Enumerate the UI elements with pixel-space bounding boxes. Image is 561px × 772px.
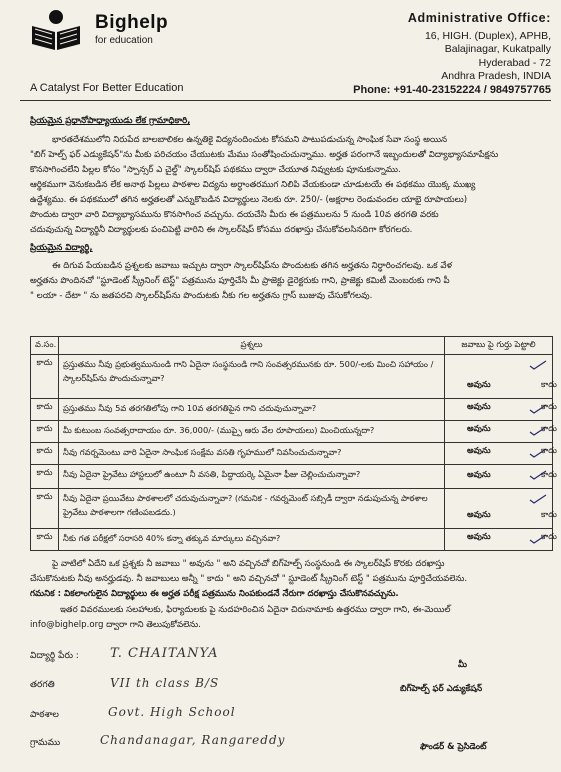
school-label: పాఠశాల [30, 710, 59, 720]
answer-no[interactable]: కాదు [541, 469, 557, 479]
header-divider [20, 100, 551, 101]
bighelp-logo-icon [28, 8, 84, 52]
answer-cell[interactable] [445, 465, 557, 489]
note-line: పై వాటిలో ఏదేని ఒక ప్రశ్నకు నీ జవాబు " అవును " అని వచ్చినచో బిగ్‌హెల్ప్ సంస్థనుండి ఈ స్కాలర్‌షిప్ కొరకు దరఖాస్తు [52, 559, 445, 569]
office-line: Hyderabad - 72 [478, 56, 551, 69]
table-row [31, 421, 553, 443]
answer-yes[interactable]: అవును [467, 469, 491, 479]
answer-cell[interactable] [445, 443, 557, 465]
signature-org: బిగ్‌హెల్ప్ ఫర్ ఎడ్యుకేషన్ [400, 684, 483, 694]
answer-no[interactable]: కాదు [541, 531, 557, 541]
answer-cell[interactable] [445, 355, 557, 399]
answer-cell[interactable] [445, 529, 557, 551]
tagline: A Catalyst For Better Education [30, 82, 184, 94]
question-text: నీకు గత పరీక్షలో సరాసరి 40% కన్నా తక్కువ మార్కులు వచ్చినవా? [59, 529, 445, 551]
office-line: 16, HIGH. (Duplex), APHB, [424, 29, 551, 42]
office-title: Administrative Office: [407, 11, 551, 25]
instruction-line: " లయా - దేటా " ను జతపరచి స్కాలర్‌షిప్‌ను పొందుటకు నీకు గల అర్హతను గ్రాస్ బుజువు చేసుకోగలవు. [30, 291, 373, 301]
note-line: చేసుకొనుటకు నీవు అనర్హుడవు. నీ జవాబులు అన్నీ " కాదు " అని వచ్చినచో " స్టూడెంట్ స్క్రీనింగ్ టెస్ట్ " పత్రమును పూర్తిచేయవలెను. [30, 574, 468, 584]
table-row [31, 465, 553, 489]
question-number: కాదు [31, 399, 59, 421]
office-address [331, 12, 551, 97]
table-row [31, 355, 553, 399]
question-text: నీవు గవర్నమెంటు వారి ఏదైనా సాంఘిక సంక్షేమ వసతి గృహములో నివసించుచున్నావా? [59, 443, 445, 465]
intro-line: కొనసాగించలేని పిల్లల కోసం "స్పాన్సర్ ఎ చైల్డ్" స్కాలర్‌షిప్ పథకము ద్వారా చేయూత నివ్వుటకు పూనుకున్నాము. [30, 165, 401, 175]
intro-line: "బిగ్ హెల్ప్ ఫర్ ఎడ్యుకేషన్"ను మీకు పరిచయం చేయుటకు మేము సంతోషించుచున్నాము. అర్హత పరంగానే ఇబ్బందులతో విద్యాభ్యాసమాపేక్షను [30, 150, 499, 160]
office-line: Balajinagar, Kukatpally [444, 43, 551, 55]
intro-line: పొందుట ద్వారా వారి విద్యాభ్యాసమును కొనసాగించ వచ్చును. దయచేసి మీరు ఈ పత్రములను 5 నుండి 10వ తరగతి వరకు [30, 210, 439, 220]
question-text: నీవు ఏదైనా ప్రైవేటు హాస్టలులో ఉంటూ నీ వసతి, పిద్దాయర్కె ఏమైనా ఫీజు చెల్లించుచున్నావా? [59, 465, 445, 489]
contact-email-line: info@bighelp.org ద్వారా గాని తెలుపుకోవలెను. [30, 620, 201, 630]
signature-role: ఫౌండర్ & ప్రెసిడెంట్ [420, 742, 487, 752]
tick-mark-icon [528, 493, 548, 505]
col-header-answer: జవాబు పై గుర్తు పెట్టాలి [445, 337, 553, 355]
class-value[interactable]: VII th class B/S [110, 676, 220, 690]
table-header-row [31, 337, 553, 355]
answer-cell[interactable] [445, 399, 557, 421]
brand-name: Bighelp [95, 12, 169, 33]
intro-line: భారతదేశములోని నిరుపేద బాలబాలికల ఉన్నతికై విద్యనందించుట కోసమని పాటుపడుచున్న సాంఘిక సేవా సంస్థ అయిన [52, 135, 448, 145]
question-number: కాదు [31, 465, 59, 489]
answer-yes[interactable]: అవును [467, 509, 491, 519]
answer-yes[interactable]: అవును [467, 379, 491, 389]
screening-questions-table [30, 336, 557, 551]
question-number: కాదు [31, 443, 59, 465]
question-number: కాదు [31, 489, 59, 529]
table-row [31, 399, 553, 421]
answer-no[interactable]: కాదు [541, 509, 557, 519]
answer-no[interactable]: కాదు [541, 423, 557, 433]
question-number: కాదు [31, 421, 59, 443]
brand-subtitle: for education [95, 35, 153, 46]
table-row [31, 489, 553, 529]
table-row [31, 529, 553, 551]
signature-greeting: మీ [458, 660, 467, 670]
answer-no[interactable]: కాదు [541, 401, 557, 411]
salutation-student: ప్రియమైన విద్యార్థి, [30, 243, 93, 253]
intro-line: చదువుచున్న విద్యార్థినీ విద్యార్థులకు పంచిపెట్టి వారిని ఈ స్కాలర్‌షిప్ కోసము దరఖాస్తు చేసుకోవలసినదిగా కోరగలరు. [30, 225, 413, 235]
answer-cell[interactable] [445, 489, 557, 529]
brand-block [95, 12, 168, 46]
student-name-value[interactable]: T. CHAITANYA [110, 646, 219, 661]
answer-cell[interactable] [445, 421, 557, 443]
intro-line: ఉద్దేశ్యము. ఈ పథకములో తగిన అర్హతలతో ఎన్నుకొబడిన విద్యార్థులు నెలకు రూ. 250/- (అక్షరాల రెండువందల యాభై రూపాయలు) [30, 195, 468, 205]
note-line: ఇతర వివరములకు సలహాలకు, ఫిర్యాదులకు పై నుదహరించిన ఏదైనా చిరునామాకు ఉత్తరము ద్వారా గాని, ఈ-మెయిల్ [60, 605, 451, 615]
answer-yes[interactable]: అవును [467, 531, 491, 541]
intro-line: ఆర్థికముగా వెనుకబడిన లేక అనాథ పిల్లలు పాఠశాల విద్యను అర్ధాంతరముగ నిలిపి వేయకుండా చూడుటయే ఈ పథకము యొక్క ముఖ్య [30, 180, 476, 190]
question-text: ప్రస్తుతము నీవు 5వ తరగతిలోపు గాని 10వ తరగతిపైన గాని చదువుచున్నావా? [59, 399, 445, 421]
salutation-principal: ప్రియమైన ప్రధానోపాధ్యాయుడు లేక గ్రామాధికారి, [30, 116, 191, 126]
class-label: తరగతి [30, 680, 55, 690]
note-line: గమనిక : వికలాంగులైన విద్యార్థులు ఈ అర్హత పరీక్ష పత్రమును నింపకుండనే నేరుగా దరఖాస్తు చేసుకొనవచ్చును. [30, 589, 399, 599]
instruction-line: అర్హతను పొందినచో "స్టూడెంట్ స్క్రీనింగ్ టెస్ట్" పత్రమును పూర్తిచేసి మీ ప్రాజెక్టు డైరెక్టరుకు గాని, ప్రాజెక్టు కమిటీ మెంబరుకు గాని పీ [30, 276, 450, 286]
question-number: కాదు [31, 529, 59, 551]
answer-yes[interactable]: అవును [467, 423, 491, 433]
col-header-number: వ.సం. [31, 337, 59, 355]
answer-yes[interactable]: అవును [467, 401, 491, 411]
answer-no[interactable]: కాదు [541, 379, 557, 389]
office-line: Andhra Pradesh, INDIA [441, 70, 551, 82]
school-value[interactable]: Govt. High School [108, 705, 236, 719]
student-name-label: విద్యార్థి పేరు : [30, 651, 79, 661]
answer-no[interactable]: కాదు [541, 445, 557, 455]
question-text: నీవు ఏదైనా ప్రయివేటు పాఠశాలలో చదువుచున్నావా? (గమనిక - గవర్నమెంట్ సబ్సిడీ ద్వారా నడుపుచున్న పాఠశాల ప్రైవేటు పాఠశాలగా గణింపబడదు.) [59, 489, 445, 529]
village-label: గ్రామము [30, 738, 61, 748]
table-row [31, 443, 553, 465]
col-header-question: ప్రశ్నలు [59, 337, 445, 355]
answer-yes[interactable]: అవును [467, 445, 491, 455]
instruction-line: ఈ దిగువ పేయబడిన ప్రశ్నలకు జవాబు ఇచ్చుట ద్వారా స్కాలర్‌షిప్‌ను పొందుటకు తగిన అర్హతను నిర్ధారించగలవు. ఒక వేళ [52, 261, 452, 271]
village-value[interactable]: Chandanagar, Rangareddy [100, 733, 286, 747]
tick-mark-icon [528, 359, 548, 371]
question-text: ప్రస్తుతము నీవు ప్రభుత్వమునుండి గాని ఏదైనా సంస్థనుండి గాని సంవత్సరమునకు రూ. 500/-లకు మించి సహాయం / స్కాలర్‌షిప్‌ను పొందుచున్నావా? [59, 355, 445, 399]
question-number: కాదు [31, 355, 59, 399]
question-text: మీ కుటుంబ సంవత్సరాదాయం రూ. 36,000/- (ముప్పై ఆరు వేల రూపాయలు) మించియున్నదా? [59, 421, 445, 443]
office-phone: Phone: +91-40-23152224 / 9849757765 [353, 83, 551, 96]
